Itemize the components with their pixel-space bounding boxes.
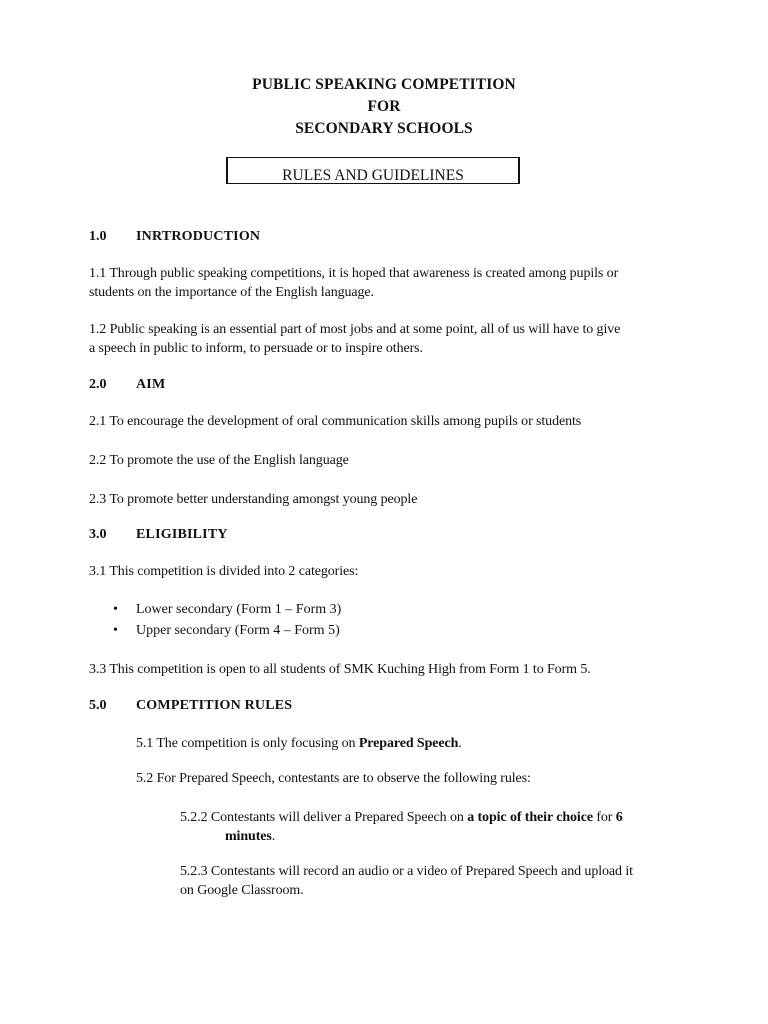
section-1-number: 1.0 — [89, 229, 107, 244]
paragraph-2-2: 2.2 To promote the use of the English language — [89, 453, 349, 468]
paragraph-5-2-2-for: for — [592, 810, 616, 825]
bullet-upper-secondary: Upper secondary (Form 4 – Form 5) — [136, 623, 340, 638]
minutes-emphasis: minutes — [225, 829, 272, 844]
rules-box-label: RULES AND GUIDELINES — [282, 167, 464, 184]
section-2-number: 2.0 — [89, 377, 107, 392]
paragraph-1-1-line-1: 1.1 Through public speaking competitions, it is hoped that awareness is created among pupils or — [89, 266, 619, 281]
paragraph-1-1-line-2: students on the importance of the English language. — [89, 285, 374, 300]
rules-and-guidelines-box — [226, 157, 520, 184]
paragraph-5-2: 5.2 For Prepared Speech, contestants are to observe the following rules: — [136, 771, 531, 786]
paragraph-5-2-3-line-1: 5.2.3 Contestants will record an audio or a video of Prepared Speech and upload it — [180, 864, 633, 879]
prepared-speech-emphasis: Prepared Speech — [358, 736, 459, 751]
section-2-title: AIM — [136, 377, 166, 392]
section-1-title: INRTRODUCTION — [136, 229, 261, 244]
bullet-lower-secondary: Lower secondary (Form 1 – Form 3) — [136, 602, 342, 617]
paragraph-5-2-2-end: . — [271, 829, 276, 844]
section-5-number: 5.0 — [89, 698, 107, 713]
paragraph-2-3: 2.3 To promote better understanding amongst young people — [89, 492, 418, 507]
bullet-symbol-1: • — [113, 602, 118, 617]
paragraph-3-3: 3.3 This competition is open to all students of SMK Kuching High from Form 1 to Form 5. — [89, 662, 591, 677]
paragraph-5-1 — [136, 734, 462, 753]
title-line-3: SECONDARY SCHOOLS — [295, 120, 473, 137]
paragraph-1-2-line-1: 1.2 Public speaking is an essential part of most jobs and at some point, all of us will have to give — [89, 322, 621, 337]
paragraph-2-1: 2.1 To encourage the development of oral communication skills among pupils or students — [89, 414, 582, 429]
topic-choice-emphasis: a topic of their choice — [467, 810, 593, 825]
bullet-symbol-2: • — [113, 623, 118, 638]
paragraph-5-2-2-line-2 — [225, 827, 275, 846]
six-emphasis: 6 — [615, 810, 623, 825]
paragraph-5-2-3-line-2: on Google Classroom. — [180, 883, 304, 898]
paragraph-5-2-2-text: 5.2.2 Contestants will deliver a Prepared Speech on — [180, 810, 468, 825]
section-3-title: ELIGIBILITY — [136, 527, 228, 542]
paragraph-5-1-end: . — [458, 736, 462, 751]
title-line-2: FOR — [367, 98, 401, 115]
section-3-number: 3.0 — [89, 527, 107, 542]
paragraph-5-1-text: 5.1 The competition is only focusing on — [136, 736, 359, 751]
title-line-1: PUBLIC SPEAKING COMPETITION — [252, 76, 516, 93]
section-5-title: COMPETITION RULES — [136, 698, 293, 713]
paragraph-1-2-line-2: a speech in public to inform, to persuade or to inspire others. — [89, 341, 423, 356]
paragraph-3-1: 3.1 This competition is divided into 2 categories: — [89, 564, 359, 579]
paragraph-5-2-2-line-1 — [180, 808, 623, 827]
